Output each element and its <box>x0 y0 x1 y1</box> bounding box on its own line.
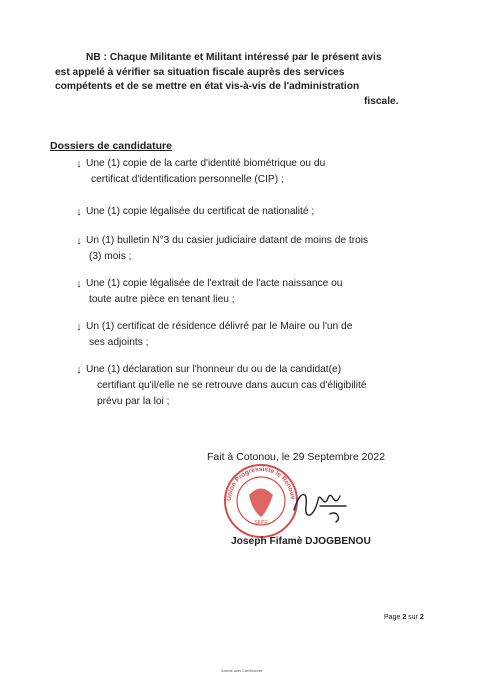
list-item-text: prévu par la loi ; <box>97 396 170 407</box>
list-item-text: certifiant qu'il/elle ne se retrouve dans aucun cas d'éligibilité <box>97 380 367 391</box>
list-item <box>73 204 425 220</box>
page-sep: sur <box>408 614 418 621</box>
list-item <box>73 362 425 410</box>
page-label: Page <box>384 614 401 621</box>
list-item-text: Une (1) copie légalisée du certificat de nationalité ; <box>86 206 315 217</box>
nb-line: fiscale. <box>364 95 399 107</box>
list-item <box>73 233 425 265</box>
page-number <box>384 614 424 621</box>
list-item-text: Un (1) bulletin N°3 du casier judiciaire datant de moins de trois <box>86 235 369 246</box>
list-item-text: Une (1) déclaration sur l'honneur du ou de la candidat(e) <box>86 364 342 375</box>
list-item-text: ses adjoints ; <box>89 337 149 348</box>
nb-line: est appelé à vérifier sa situation fiscale auprès des services <box>55 66 345 78</box>
arrow-down-icon: ↓ <box>76 321 82 333</box>
nb-paragraph <box>55 51 426 109</box>
page-total: 2 <box>419 614 424 621</box>
list-item-text: (3) mois ; <box>89 251 132 262</box>
list-item-text: Un (1) certificat de résidence délivré par le Maire ou l'un de <box>86 321 353 332</box>
svg-text:SEPR: SEPR <box>254 520 268 526</box>
arrow-down-icon: ↓ <box>76 158 82 170</box>
svg-text:Union Progressiste le Renouvea: Union Progressiste le Renouv <box>225 465 296 502</box>
signatory-name: Joseph Fifamè DJOGBENOU <box>231 536 371 547</box>
arrow-down-icon: ↓ <box>76 206 82 218</box>
place-date: Fait à Cotonou, le 29 Septembre 2022 <box>207 451 386 463</box>
scan-footer: Scanné avec CamScanner <box>221 669 263 673</box>
list-item-text: Une (1) copie de la carte d'identité biométrique ou du <box>86 158 326 169</box>
handwritten-signature <box>290 480 350 526</box>
list-item <box>73 276 425 308</box>
list-item-text: Une (1) copie légalisée de l'extrait de l'acte naissance ou <box>86 278 343 289</box>
list-item-text: toute autre pièce en tenant lieu ; <box>89 294 235 305</box>
list-item <box>73 319 425 351</box>
arrow-down-icon: ↓ <box>76 235 82 247</box>
arrow-down-icon: ↓ <box>76 364 82 376</box>
page-current: 2 <box>402 614 407 621</box>
nb-line: NB : Chaque Militante et Militant intéressé par le présent avis <box>86 52 382 63</box>
list-item-text: certificat d'identification personnelle (CIP) ; <box>91 174 284 185</box>
arrow-down-icon: ↓ <box>76 278 82 290</box>
list-item <box>73 156 425 188</box>
party-stamp <box>222 462 300 540</box>
nb-line: compétents et de se mettre en état vis-à-vis de l'administration <box>55 81 360 93</box>
section-heading: Dossiers de candidature <box>50 140 172 152</box>
